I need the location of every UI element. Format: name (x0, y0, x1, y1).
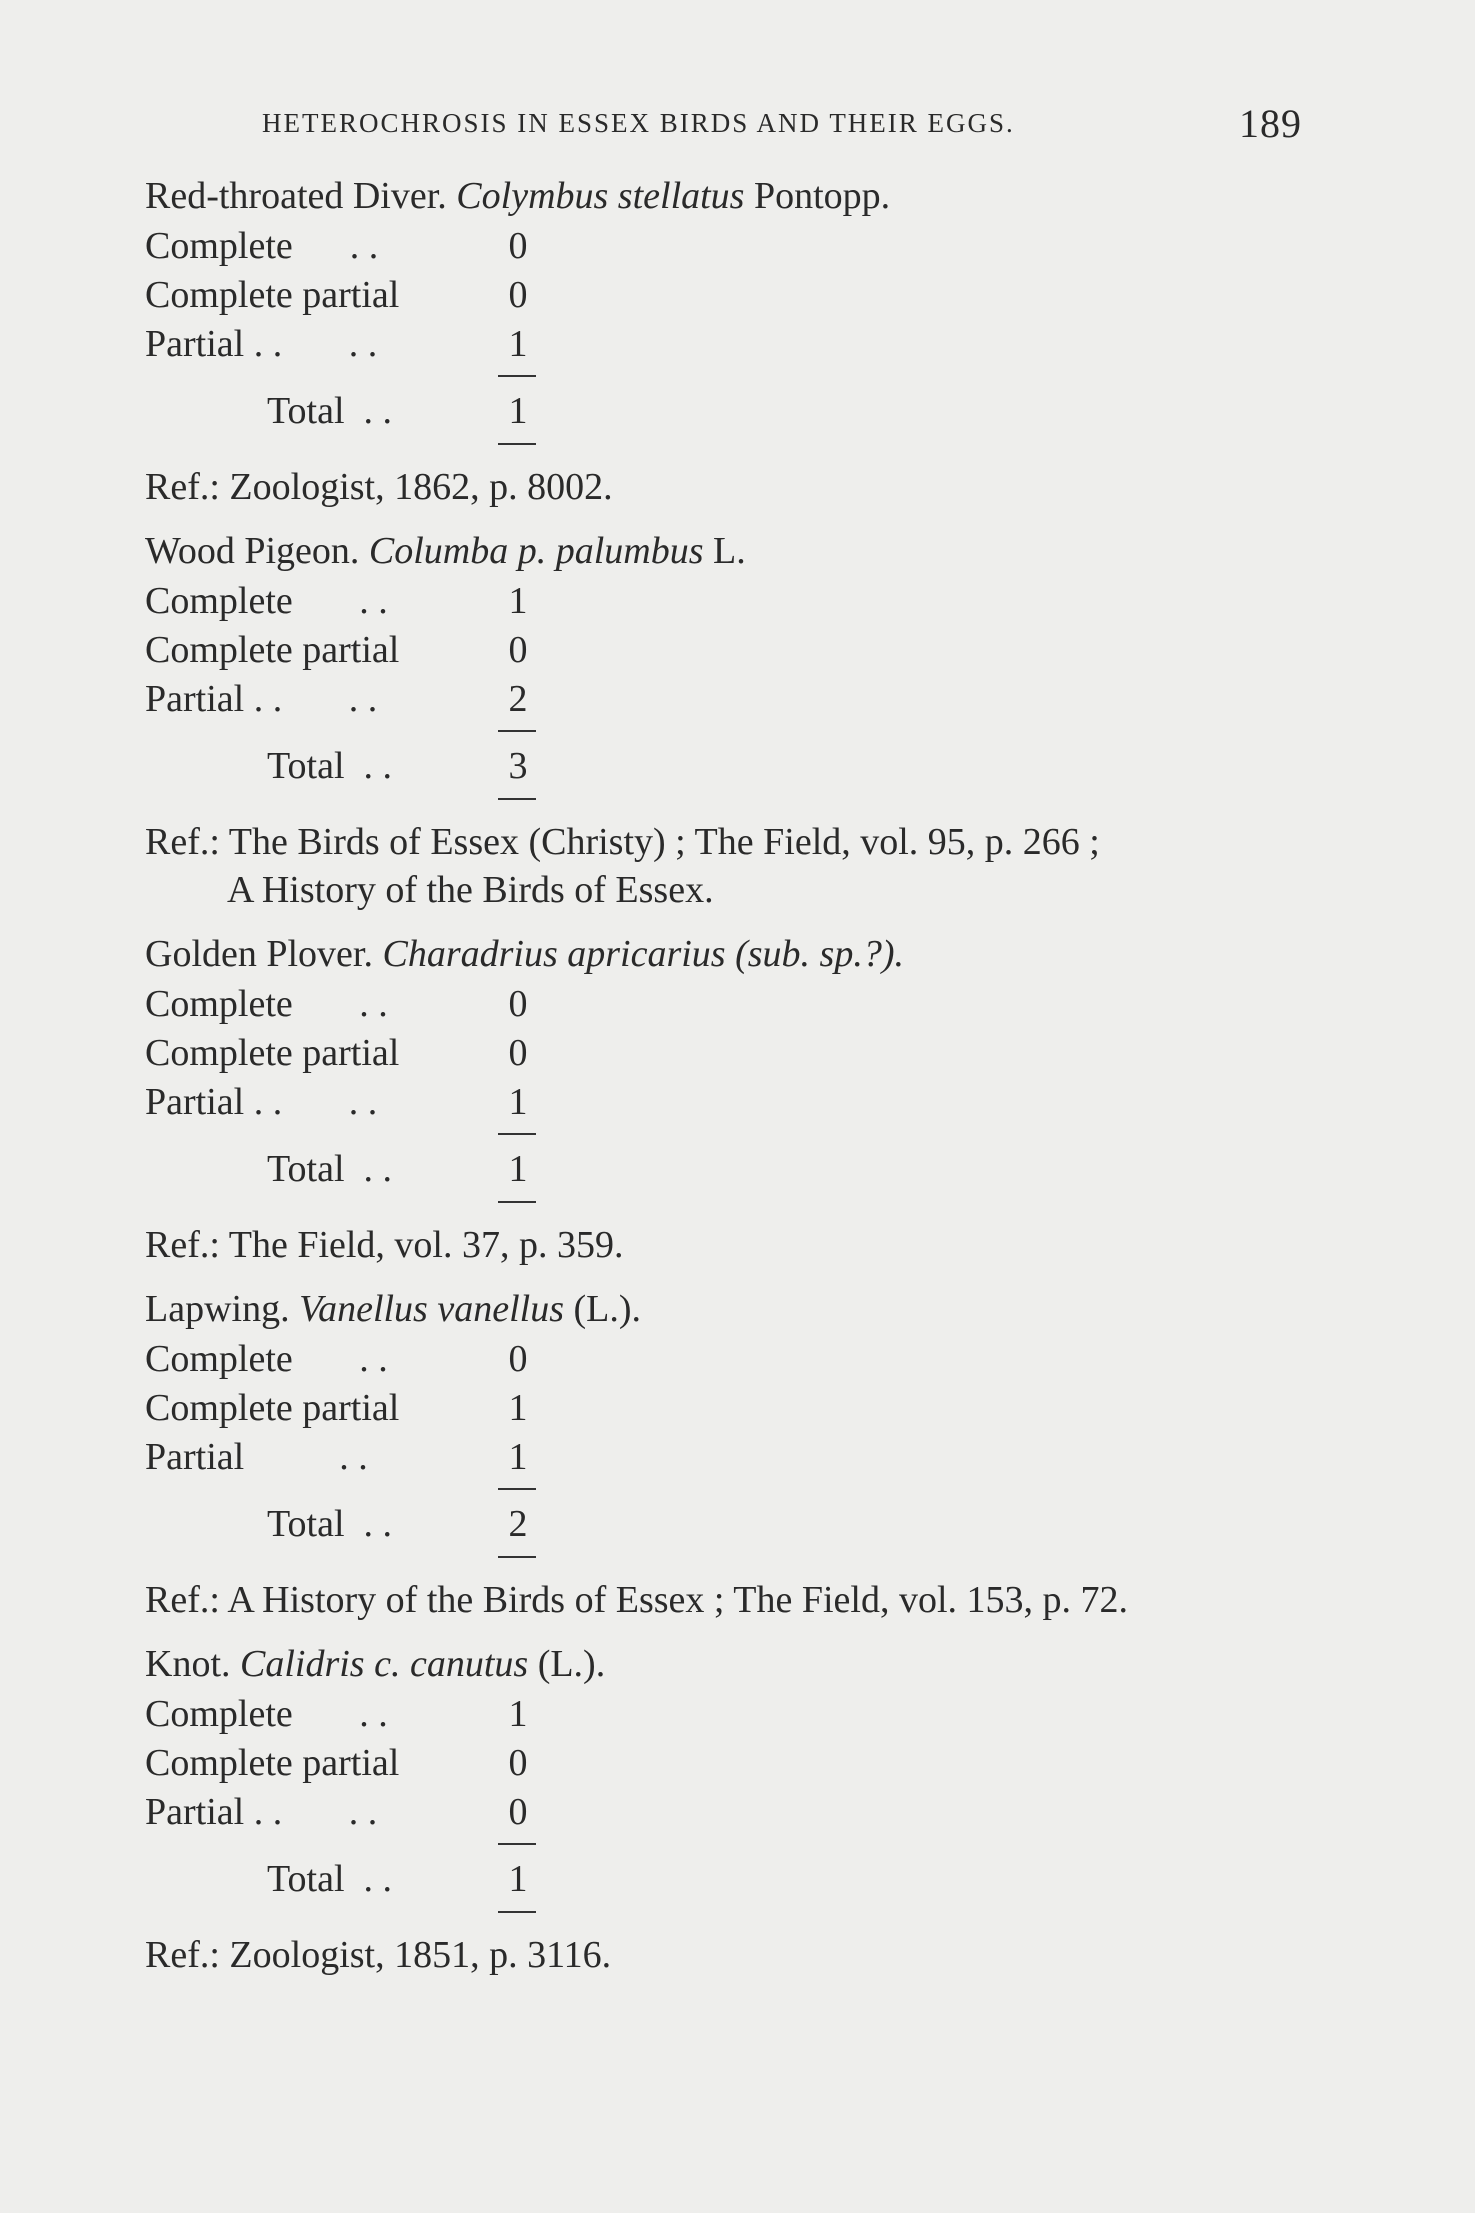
count-row (145, 1029, 1345, 1078)
count-label: Complete . . (145, 580, 388, 622)
count-label: Complete partial (145, 629, 400, 671)
count-value: 1 (508, 1693, 528, 1735)
total-rule (145, 1905, 1345, 1921)
total-label: Total . . (267, 745, 393, 787)
count-value: 1 (508, 1436, 528, 1478)
total-label: Total . . (267, 390, 393, 432)
species-heading (145, 525, 1345, 577)
species-entry (145, 1283, 1345, 1624)
total-rule (145, 1195, 1345, 1211)
sum-rule (145, 724, 1345, 740)
species-heading (145, 170, 1345, 222)
scientific-name: Calidris c. canutus (240, 1643, 529, 1685)
scientific-name: Vanellus vanellus (299, 1288, 564, 1330)
species-entry (145, 525, 1345, 914)
count-value: 0 (508, 983, 528, 1025)
count-label: Complete partial (145, 1032, 400, 1074)
count-table (145, 577, 1345, 724)
count-value: 1 (508, 1387, 528, 1429)
species-entry (145, 170, 1345, 511)
count-row (145, 577, 1345, 626)
reference-line: Ref.: Zoologist, 1862, p. 8002. (145, 466, 613, 508)
count-table (145, 1335, 1345, 1482)
count-value: 1 (508, 1081, 528, 1123)
count-row (145, 1690, 1345, 1739)
count-row (145, 980, 1345, 1029)
total-value: 3 (508, 745, 528, 787)
total-label: Total . . (267, 1503, 393, 1545)
total-row (145, 1498, 1345, 1550)
count-table (145, 980, 1345, 1127)
species-heading (145, 1283, 1345, 1335)
count-row (145, 626, 1345, 675)
scientific-name: Charadrius apricarius (sub. sp.?). (382, 933, 904, 975)
authority: (L.). (537, 1643, 606, 1685)
total-label: Total . . (267, 1858, 393, 1900)
common-name: Golden Plover. (145, 933, 373, 975)
count-label: Partial . . . . (145, 1081, 378, 1123)
count-value: 0 (508, 1032, 528, 1074)
total-value: 2 (508, 1503, 528, 1545)
authority: L. (713, 530, 746, 572)
total-rule (145, 1550, 1345, 1566)
total-rule (145, 792, 1345, 808)
count-label: Complete partial (145, 1387, 400, 1429)
species-entry (145, 928, 1345, 1269)
reference-line: Ref.: Zoologist, 1851, p. 3116. (145, 1934, 612, 1976)
total-row (145, 1143, 1345, 1195)
reference (145, 463, 1345, 511)
reference-line: Ref.: The Field, vol. 37, p. 359. (145, 1224, 624, 1266)
sum-rule (145, 369, 1345, 385)
page-number: 189 (1239, 101, 1302, 146)
count-value: 1 (508, 323, 528, 365)
scientific-name: Colymbus stellatus (456, 175, 745, 217)
count-value: 0 (508, 274, 528, 316)
total-value: 1 (508, 390, 528, 432)
sum-rule (145, 1837, 1345, 1853)
count-label: Complete . . (145, 983, 388, 1025)
count-value: 0 (508, 629, 528, 671)
count-label: Complete partial (145, 274, 400, 316)
species-list (145, 170, 1345, 1993)
total-rule (145, 437, 1345, 453)
species-entry (145, 1638, 1345, 1979)
total-value: 1 (508, 1858, 528, 1900)
reference-line: Ref.: A History of the Birds of Essex ; The Field, vol. 153, p. 72. (145, 1579, 1129, 1621)
sum-rule (145, 1482, 1345, 1498)
count-row (145, 1078, 1345, 1127)
sum-rule (145, 1127, 1345, 1143)
count-label: Partial . . (145, 1436, 368, 1478)
reference-line: A History of the Birds of Essex. (227, 869, 714, 911)
count-value: 0 (508, 1742, 528, 1784)
count-table (145, 222, 1345, 369)
count-value: 0 (508, 1338, 528, 1380)
reference-line: Ref.: The Birds of Essex (Christy) ; The Field, vol. 95, p. 266 ; (145, 821, 1100, 863)
scientific-name: Columba p. palumbus (368, 530, 704, 572)
reference (145, 1931, 1345, 1979)
species-heading (145, 928, 1345, 980)
count-row (145, 222, 1345, 271)
count-label: Complete . . (145, 225, 379, 267)
count-label: Partial . . . . (145, 678, 378, 720)
count-row (145, 1433, 1345, 1482)
total-label: Total . . (267, 1148, 393, 1190)
reference (145, 818, 1345, 914)
authority: (L.). (573, 1288, 642, 1330)
count-value: 0 (508, 1791, 528, 1833)
count-row (145, 320, 1345, 369)
count-label: Partial . . . . (145, 1791, 378, 1833)
count-row (145, 271, 1345, 320)
count-row (145, 1384, 1345, 1433)
count-value: 1 (508, 580, 528, 622)
count-value: 2 (508, 678, 528, 720)
total-value: 1 (508, 1148, 528, 1190)
total-row (145, 740, 1345, 792)
total-row (145, 1853, 1345, 1905)
reference (145, 1576, 1345, 1624)
common-name: Red-throated Diver. (145, 175, 447, 217)
species-heading (145, 1638, 1345, 1690)
count-row (145, 675, 1345, 724)
total-row (145, 385, 1345, 437)
authority: Pontopp. (753, 175, 891, 217)
count-label: Complete . . (145, 1693, 388, 1735)
count-row (145, 1739, 1345, 1788)
running-title: HETEROCHROSIS IN ESSEX BIRDS AND THEIR EGGS. (262, 108, 1015, 138)
count-row (145, 1335, 1345, 1384)
common-name: Wood Pigeon. (145, 530, 360, 572)
count-row (145, 1788, 1345, 1837)
common-name: Lapwing. (145, 1288, 290, 1330)
running-header (262, 100, 1302, 150)
count-label: Complete partial (145, 1742, 400, 1784)
reference (145, 1221, 1345, 1269)
count-table (145, 1690, 1345, 1837)
common-name: Knot. (145, 1643, 231, 1685)
count-label: Partial . . . . (145, 323, 378, 365)
count-value: 0 (508, 225, 528, 267)
count-label: Complete . . (145, 1338, 388, 1380)
